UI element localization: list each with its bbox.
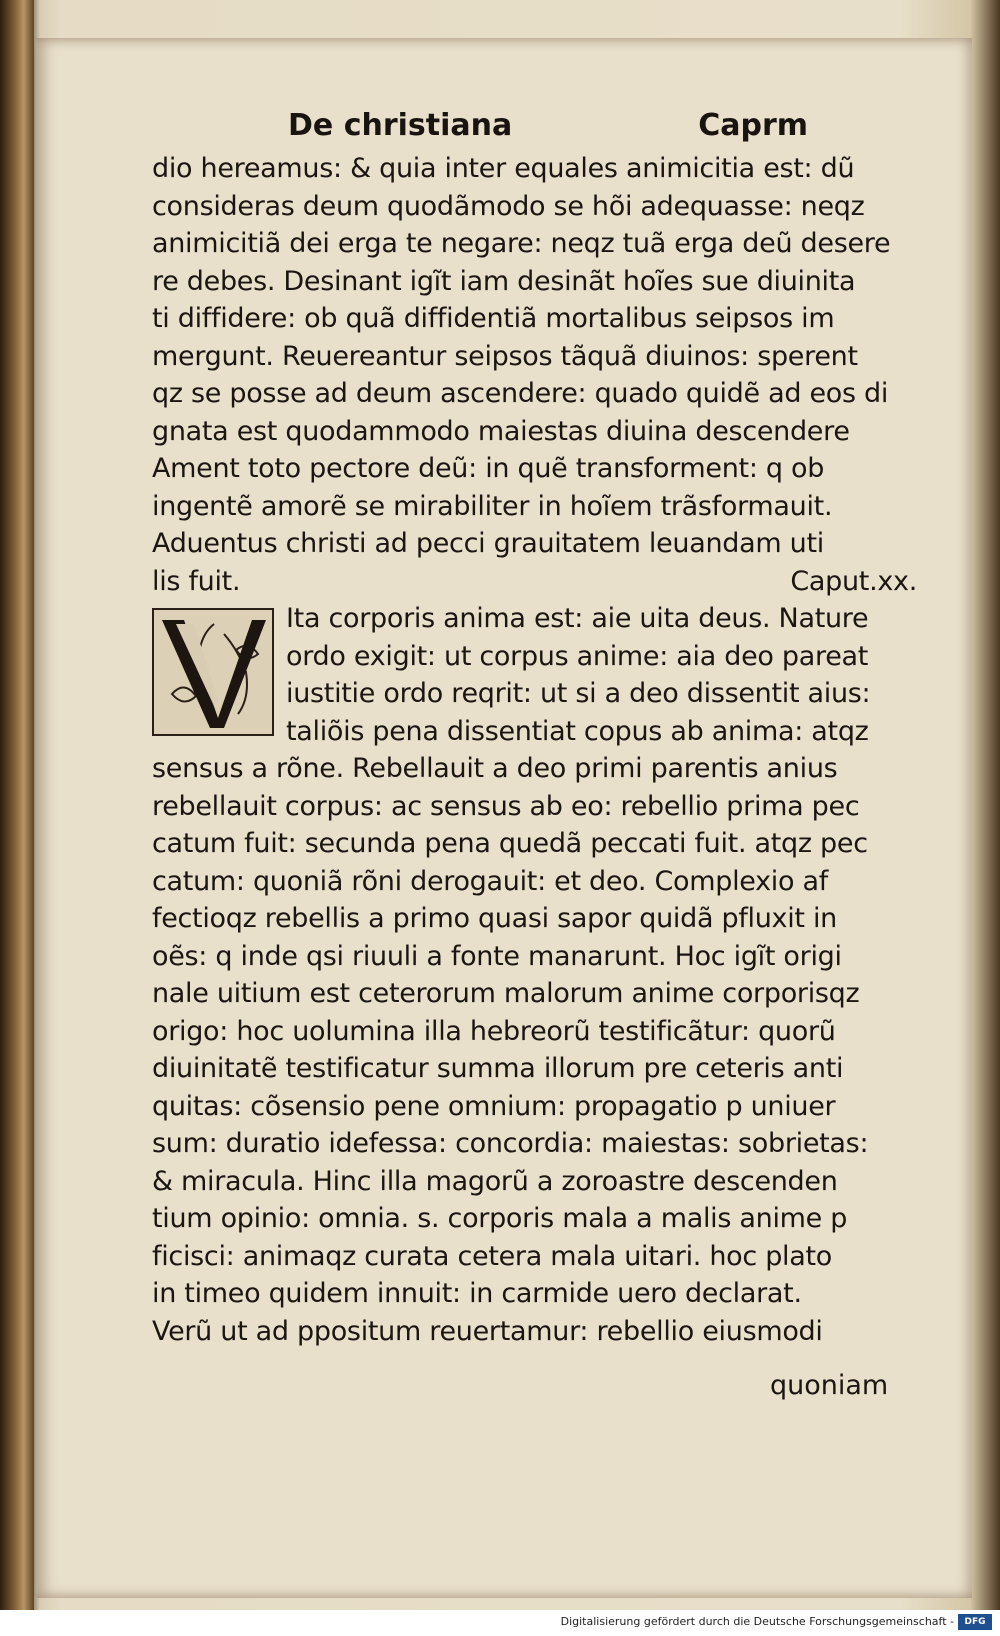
text-line: ingentẽ amorẽ se mirabiliter in hoĩem trãsformauit. xyxy=(152,490,833,522)
text-line: qz se posse ad deum ascendere: quado quidẽ ad eos di xyxy=(152,378,889,409)
chapter-label: Caput.xx. xyxy=(790,565,917,597)
text-line: diuinitatẽ testificatur summa illorum pre ceteris anti xyxy=(152,1053,844,1084)
funding-notice: Digitalisierung gefördert durch die Deutsche Forschungsgemeinschaft - xyxy=(560,1615,954,1628)
text-line: sensus a rõne. Rebellauit a deo primi parentis anius xyxy=(152,753,838,784)
text-line: dio hereamus: & quia inter equales animicitia est: dũ xyxy=(152,153,855,184)
catchword: quoniam xyxy=(770,1370,889,1401)
header-chapter: Caprm xyxy=(698,108,808,143)
text-line: oẽs: q inde qsi riuuli a fonte manarunt. Hoc igĩt origi xyxy=(152,940,842,972)
initial-lines xyxy=(286,600,870,750)
text-line: catum fuit: secunda pena quedã peccati fuit. atqz pec xyxy=(152,828,868,859)
paragraph-bottom xyxy=(152,750,952,1350)
decorated-initial-v-icon xyxy=(152,608,274,736)
text-line-end: lis fuit. xyxy=(152,565,241,597)
text-line: quitas: cõsensio pene omnium: propagatio p uniuer xyxy=(152,1090,836,1122)
body-text xyxy=(152,150,952,1350)
text-line: origo: hoc uolumina illa hebreorũ testificãtur: quorũ xyxy=(152,1015,836,1047)
text-line: Aduentus christi ad pecci grauitatem leuandam uti xyxy=(152,528,824,559)
text-line: tium opinio: omnia. s. corporis mala a malis anime p xyxy=(152,1203,848,1234)
text-line: ficisci: animaqz curata cetera mala uitari. hoc plato xyxy=(152,1240,832,1272)
text-line: re debes. Desinant igĩt iam desinãt hoĩes sue diuinita xyxy=(152,265,856,297)
text-line: rebellauit corpus: ac sensus ab eo: rebellio prima pec xyxy=(152,790,860,822)
text-line: catum: quoniã rõni derogauit: et deo. Complexio af xyxy=(152,865,828,897)
text-line: iustitie ordo reqrit: ut si a deo dissentit aius: xyxy=(286,678,871,709)
text-line: & miracula. Hinc illa magorũ a zoroastre descenden xyxy=(152,1165,838,1197)
text-line: mergunt. Reuereantur seipsos tãquã diuinos: sperent xyxy=(152,340,858,372)
text-line: nale uitium est ceterorum malorum anime corporisqz xyxy=(152,978,860,1009)
text-line: consideras deum quodãmodo se hõi adequasse: neqz xyxy=(152,190,865,222)
text-line: animicitiã dei erga te negare: neqz tuã erga deũ desere xyxy=(152,228,891,259)
running-header xyxy=(288,108,808,152)
header-title: De christiana xyxy=(288,108,513,143)
digitization-footer xyxy=(0,1612,1000,1636)
text-line: taliõis pena dissentiat copus ab anima: atqz xyxy=(286,715,869,747)
text-line: sum: duratio idefessa: concordia: maiestas: sobrietas: xyxy=(152,1128,869,1159)
text-line: Ita corporis anima est: aie uita deus. Nature xyxy=(286,603,869,634)
text-line: ti diffidere: ob quã diffidentiã mortalibus seipsos im xyxy=(152,303,835,334)
book-spine xyxy=(0,0,34,1610)
paragraph-top xyxy=(152,150,952,563)
text-line: ordo exigit: ut corpus anime: aia deo pareat xyxy=(286,640,869,672)
text-line: in timeo quidem innuit: in carmide uero declarat. xyxy=(152,1278,802,1309)
chapter-heading-line xyxy=(152,563,952,601)
text-line: gnata est quodammodo maiestas diuina descendere xyxy=(152,415,850,447)
text-line: fectioqz rebellis a primo quasi sapor quidã pfluxit in xyxy=(152,903,837,934)
initial-paragraph xyxy=(152,600,952,750)
text-line: Verũ ut ad ppositum reuertamur: rebellio eiusmodi xyxy=(152,1315,823,1347)
dfg-logo-icon: DFG xyxy=(958,1614,992,1630)
text-line: Ament toto pectore deũ: in quẽ transforment: q ob xyxy=(152,453,825,484)
